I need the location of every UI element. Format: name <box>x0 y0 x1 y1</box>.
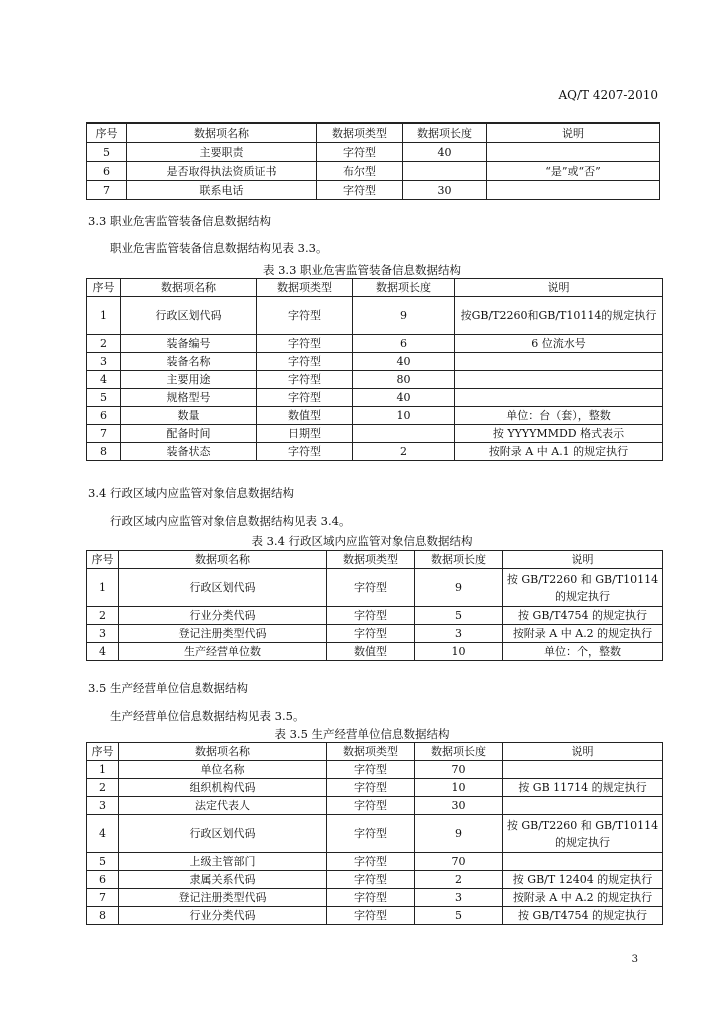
header-cell: 说明 <box>503 551 663 569</box>
cell: 装备状态 <box>121 443 257 461</box>
cell: 法定代表人 <box>119 797 327 815</box>
table-row <box>87 371 663 389</box>
cell: 按 YYYYMMDD 格式表示 <box>455 425 663 443</box>
cell: 行政区划代码 <box>119 815 327 853</box>
cell <box>455 371 663 389</box>
cell: 6 <box>87 162 127 181</box>
cell: 字符型 <box>257 389 353 407</box>
header-cell: 数据项名称 <box>119 551 327 569</box>
cell: 40 <box>403 143 487 162</box>
header-cell: 数据项长度 <box>415 743 503 761</box>
cell: 字符型 <box>327 761 415 779</box>
table-row <box>87 761 663 779</box>
header-cell: 数据项名称 <box>121 279 257 297</box>
cell: 数值型 <box>327 643 415 661</box>
cell: 9 <box>353 297 455 335</box>
table-row <box>87 443 663 461</box>
cell: 4 <box>87 643 119 661</box>
table-row <box>87 425 663 443</box>
cell: 2 <box>415 871 503 889</box>
header-cell: 序号 <box>87 123 127 143</box>
cell: 按 GB/T 12404 的规定执行 <box>503 871 663 889</box>
cell: 字符型 <box>327 569 415 607</box>
section-heading: 3.3 职业危害监管装备信息数据结构 <box>88 214 271 228</box>
cell <box>353 425 455 443</box>
cell: 70 <box>415 853 503 871</box>
cell: 9 <box>415 815 503 853</box>
cell <box>487 143 660 162</box>
cell: 字符型 <box>257 443 353 461</box>
cell: 3 <box>415 625 503 643</box>
page-number: 3 <box>631 954 638 965</box>
cell: 字符型 <box>317 181 403 200</box>
table-row <box>87 297 663 335</box>
section-heading: 3.4 行政区域内应监管对象信息数据结构 <box>88 486 294 500</box>
cell: 隶属关系代码 <box>119 871 327 889</box>
table-row <box>87 871 663 889</box>
header-cell: 数据项长度 <box>415 551 503 569</box>
cell: 装备名称 <box>121 353 257 371</box>
cell: 6 <box>87 407 121 425</box>
cell: 是否取得执法资质证书 <box>127 162 317 181</box>
header-cell: 说明 <box>487 123 660 143</box>
cell: 字符型 <box>317 143 403 162</box>
cell: “是”或“否” <box>487 162 660 181</box>
table-header-row <box>87 279 663 297</box>
cell: 字符型 <box>257 353 353 371</box>
cell: 10 <box>415 643 503 661</box>
section-heading: 3.5 生产经营单位信息数据结构 <box>88 681 248 695</box>
cell <box>503 761 663 779</box>
cell: 按 GB/T4754 的规定执行 <box>503 607 663 625</box>
header-cell: 序号 <box>87 551 119 569</box>
cell: 8 <box>87 443 121 461</box>
cell: 7 <box>87 889 119 907</box>
cell: 字符型 <box>257 371 353 389</box>
cell: 2 <box>353 443 455 461</box>
section-intro: 职业危害监管装备信息数据结构见表 3.3。 <box>110 241 328 255</box>
table-header-row <box>87 123 660 143</box>
table-row <box>87 779 663 797</box>
cell: 字符型 <box>327 815 415 853</box>
cell: 按附录 A 中 A.1 的规定执行 <box>455 443 663 461</box>
cell: 规格型号 <box>121 389 257 407</box>
table-header-row <box>87 743 663 761</box>
table-row <box>87 889 663 907</box>
cell: 按GB/T2260和GB/T10114的规定执行 <box>455 297 663 335</box>
cell <box>503 853 663 871</box>
cell: 6 位流水号 <box>455 335 663 353</box>
table-row <box>87 389 663 407</box>
cell: 10 <box>415 779 503 797</box>
section-intro: 行政区域内应监管对象信息数据结构见表 3.4。 <box>110 514 351 528</box>
continued-table <box>86 122 660 200</box>
section-intro: 生产经营单位信息数据结构见表 3.5。 <box>110 709 305 723</box>
cell: 数值型 <box>257 407 353 425</box>
header-cell: 数据项名称 <box>127 123 317 143</box>
cell: 5 <box>415 607 503 625</box>
cell: 4 <box>87 815 119 853</box>
table-row <box>87 143 660 162</box>
cell: 按 GB/T4754 的规定执行 <box>503 907 663 925</box>
cell: 3 <box>87 625 119 643</box>
table-row <box>87 797 663 815</box>
table-caption: 表 3.4 行政区域内应监管对象信息数据结构 <box>251 534 473 548</box>
table-caption: 表 3.5 生产经营单位信息数据结构 <box>274 727 450 741</box>
cell: 按 GB 11714 的规定执行 <box>503 779 663 797</box>
cell: 字符型 <box>327 853 415 871</box>
cell: 2 <box>87 607 119 625</box>
cell <box>455 353 663 371</box>
table-row <box>87 607 663 625</box>
cell: 字符型 <box>257 297 353 335</box>
cell: 6 <box>353 335 455 353</box>
table-3-3 <box>86 278 663 461</box>
cell: 布尔型 <box>317 162 403 181</box>
cell: 行政区划代码 <box>121 297 257 335</box>
cell: 上级主管部门 <box>119 853 327 871</box>
table-row <box>87 815 663 853</box>
cell: 10 <box>353 407 455 425</box>
table-row <box>87 335 663 353</box>
cell: 行业分类代码 <box>119 607 327 625</box>
header-cell: 说明 <box>503 743 663 761</box>
cell: 80 <box>353 371 455 389</box>
header-cell: 序号 <box>87 743 119 761</box>
cell: 数量 <box>121 407 257 425</box>
table-row <box>87 569 663 607</box>
table-header-row <box>87 551 663 569</box>
cell: 单位名称 <box>119 761 327 779</box>
cell: 登记注册类型代码 <box>119 889 327 907</box>
header-cell: 数据项长度 <box>403 123 487 143</box>
cell: 3 <box>87 797 119 815</box>
cell: 8 <box>87 907 119 925</box>
cell: 主要用途 <box>121 371 257 389</box>
cell: 单位：个，整数 <box>503 643 663 661</box>
cell: 6 <box>87 871 119 889</box>
cell: 5 <box>415 907 503 925</box>
cell: 字符型 <box>327 797 415 815</box>
cell: 字符型 <box>257 335 353 353</box>
cell: 4 <box>87 371 121 389</box>
cell: 3 <box>415 889 503 907</box>
cell: 字符型 <box>327 871 415 889</box>
cell: 登记注册类型代码 <box>119 625 327 643</box>
cell <box>503 797 663 815</box>
cell <box>487 181 660 200</box>
table-3-5 <box>86 742 663 925</box>
cell: 生产经营单位数 <box>119 643 327 661</box>
cell: 配备时间 <box>121 425 257 443</box>
cell <box>455 389 663 407</box>
header-cell: 说明 <box>455 279 663 297</box>
cell: 9 <box>415 569 503 607</box>
cell: 1 <box>87 761 119 779</box>
cell: 7 <box>87 181 127 200</box>
cell: 2 <box>87 335 121 353</box>
cell: 字符型 <box>327 779 415 797</box>
header-cell: 序号 <box>87 279 121 297</box>
cell: 主要职责 <box>127 143 317 162</box>
table-row <box>87 643 663 661</box>
cell: 1 <box>87 297 121 335</box>
table-row <box>87 907 663 925</box>
cell: 行业分类代码 <box>119 907 327 925</box>
cell: 5 <box>87 853 119 871</box>
header-cell: 数据项类型 <box>317 123 403 143</box>
table-row <box>87 162 660 181</box>
cell: 联系电话 <box>127 181 317 200</box>
table-row <box>87 353 663 371</box>
header-cell: 数据项长度 <box>353 279 455 297</box>
cell: 组织机构代码 <box>119 779 327 797</box>
standard-code: AQ/T 4207-2010 <box>558 88 658 102</box>
cell: 7 <box>87 425 121 443</box>
cell: 70 <box>415 761 503 779</box>
cell: 按附录 A 中 A.2 的规定执行 <box>503 889 663 907</box>
header-cell: 数据项类型 <box>257 279 353 297</box>
table-row <box>87 181 660 200</box>
cell: 按 GB/T2260 和 GB/T10114 的规定执行 <box>503 815 663 853</box>
cell: 字符型 <box>327 625 415 643</box>
cell: 字符型 <box>327 907 415 925</box>
cell: 40 <box>353 389 455 407</box>
cell: 按附录 A 中 A.2 的规定执行 <box>503 625 663 643</box>
cell: 单位：台（套），整数 <box>455 407 663 425</box>
table-caption: 表 3.3 职业危害监管装备信息数据结构 <box>262 263 462 277</box>
cell: 1 <box>87 569 119 607</box>
cell: 30 <box>403 181 487 200</box>
cell: 5 <box>87 143 127 162</box>
table-3-4 <box>86 550 663 661</box>
header-cell: 数据项类型 <box>327 551 415 569</box>
cell: 装备编号 <box>121 335 257 353</box>
cell: 40 <box>353 353 455 371</box>
cell: 3 <box>87 353 121 371</box>
header-cell: 数据项名称 <box>119 743 327 761</box>
cell <box>403 162 487 181</box>
cell: 字符型 <box>327 607 415 625</box>
cell: 按 GB/T2260 和 GB/T10114 的规定执行 <box>503 569 663 607</box>
header-cell: 数据项类型 <box>327 743 415 761</box>
cell: 30 <box>415 797 503 815</box>
cell: 5 <box>87 389 121 407</box>
table-row <box>87 625 663 643</box>
table-row <box>87 853 663 871</box>
cell: 2 <box>87 779 119 797</box>
cell: 字符型 <box>327 889 415 907</box>
table-row <box>87 407 663 425</box>
cell: 行政区划代码 <box>119 569 327 607</box>
cell: 日期型 <box>257 425 353 443</box>
